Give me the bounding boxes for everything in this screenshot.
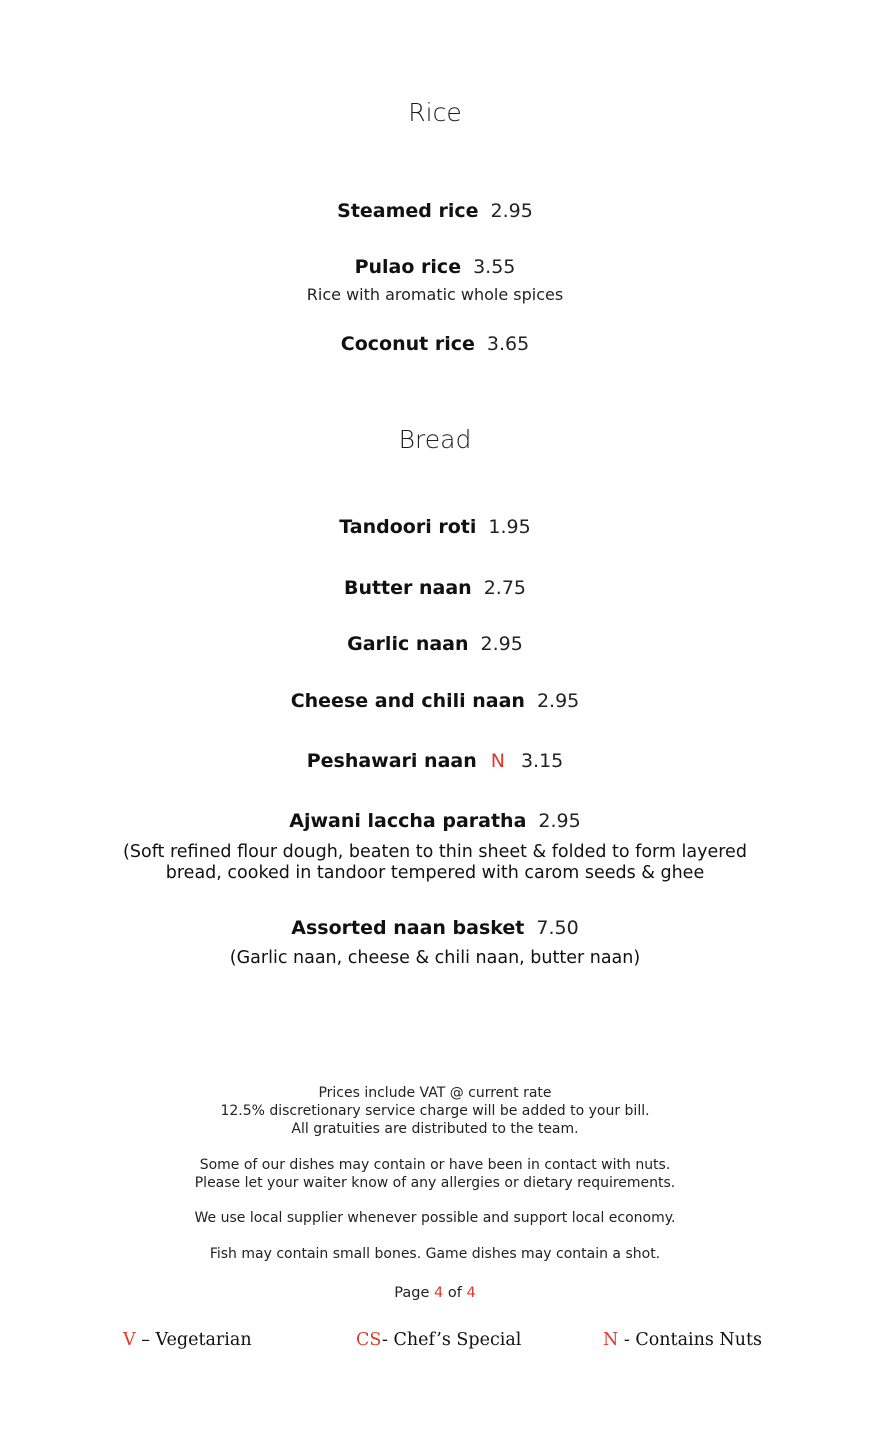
legend-code-n: N xyxy=(603,1330,619,1350)
footer-note-service-charge: 12.5% discretionary service charge will be added to your bill. xyxy=(220,1103,650,1119)
menu-item-butter-naan xyxy=(0,576,870,600)
menu-item-pulao-rice xyxy=(0,255,870,279)
item-name: Pulao rice xyxy=(354,256,462,278)
footer-note-bones: Fish may contain small bones. Game dishes may contain a shot. xyxy=(209,1246,661,1262)
item-price: 2.75 xyxy=(483,577,527,599)
footer-note-nuts: Some of our dishes may contain or have been in contact with nuts. xyxy=(199,1157,671,1173)
page-total: 4 xyxy=(466,1285,476,1301)
item-price: 2.95 xyxy=(538,810,581,832)
rice-section-title: Rice xyxy=(408,98,462,127)
item-price: 2.95 xyxy=(490,200,533,222)
item-name: Cheese and chili naan xyxy=(290,690,525,712)
menu-item-garlic-naan xyxy=(0,632,870,656)
menu-item-peshawari-naan xyxy=(0,749,870,773)
item-name: Ajwani laccha paratha xyxy=(289,810,527,832)
item-description-line-1: (Soft refined flour dough, beaten to thin sheet & folded to form layered xyxy=(123,842,747,862)
menu-item-steamed-rice xyxy=(0,199,870,223)
footer-note-local-supplier: We use local supplier whenever possible and support local economy. xyxy=(194,1210,676,1226)
item-price: 2.95 xyxy=(480,633,523,655)
item-price: 3.65 xyxy=(486,333,530,355)
legend-code-cs: CS xyxy=(356,1330,383,1350)
item-price: 1.95 xyxy=(488,516,531,538)
legend-chefs-special xyxy=(356,1330,521,1350)
legend-label-chefs-special: - Chef’s Special xyxy=(382,1330,522,1350)
page-current: 4 xyxy=(434,1285,444,1301)
legend-vegetarian xyxy=(123,1330,252,1350)
menu-item-ajwani-laccha-paratha xyxy=(0,809,870,833)
nuts-tag: N xyxy=(490,750,505,772)
legend-label-contains-nuts: - Contains Nuts xyxy=(618,1330,763,1350)
item-price: 7.50 xyxy=(536,917,579,939)
page-of: of xyxy=(447,1285,462,1301)
legend-code-v: V xyxy=(123,1330,136,1350)
page-number xyxy=(0,1285,870,1301)
bread-section-title: Bread xyxy=(398,425,472,454)
item-name: Butter naan xyxy=(343,577,472,599)
item-name: Tandoori roti xyxy=(339,516,477,538)
item-description-assorted: (Garlic naan, cheese & chili naan, butter naan) xyxy=(229,948,641,968)
item-name: Steamed rice xyxy=(337,200,479,222)
item-price: 2.95 xyxy=(536,690,580,712)
item-name: Coconut rice xyxy=(340,333,475,355)
item-name: Peshawari naan xyxy=(306,750,477,772)
legend-contains-nuts xyxy=(603,1330,762,1350)
item-name: Garlic naan xyxy=(347,633,469,655)
footer-note-vat: Prices include VAT @ current rate xyxy=(318,1085,552,1101)
page-prefix: Page xyxy=(394,1285,430,1301)
footer-note-gratuities: All gratuities are distributed to the team. xyxy=(291,1121,579,1137)
item-description-pulao-rice: Rice with aromatic whole spices xyxy=(306,285,564,304)
menu-item-tandoori-roti xyxy=(0,515,870,539)
legend-label-vegetarian: – Vegetarian xyxy=(135,1330,252,1350)
item-price: 3.55 xyxy=(473,256,516,278)
menu-item-cheese-chili-naan xyxy=(0,689,870,713)
menu-item-assorted-naan-basket xyxy=(0,916,870,940)
item-description-line-2: bread, cooked in tandoor tempered with carom seeds & ghee xyxy=(165,863,705,883)
item-name: Assorted naan basket xyxy=(291,917,525,939)
footer-note-allergies: Please let your waiter know of any allergies or dietary requirements. xyxy=(194,1175,676,1191)
menu-item-coconut-rice xyxy=(0,332,870,356)
item-price: 3.15 xyxy=(520,750,564,772)
